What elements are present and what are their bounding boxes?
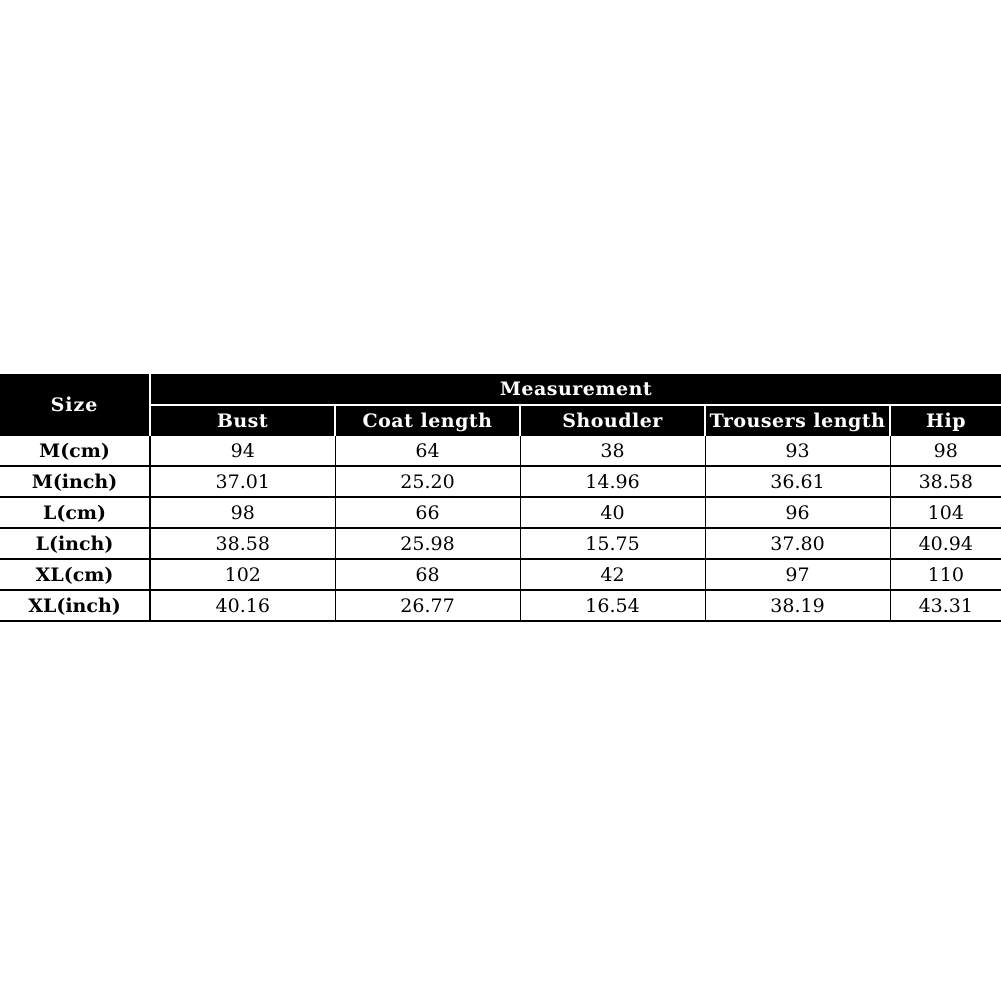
hip-cell: 38.58 [890, 466, 1001, 497]
size-chart [0, 374, 1001, 622]
trousers-length-cell: 93 [705, 436, 890, 466]
coat-length-cell: 25.20 [335, 466, 520, 497]
table-row [0, 590, 1001, 621]
shoulder-cell: 38 [520, 436, 705, 466]
bust-cell: 98 [150, 497, 335, 528]
hip-cell: 98 [890, 436, 1001, 466]
coat-length-cell: 25.98 [335, 528, 520, 559]
hip-cell: 43.31 [890, 590, 1001, 621]
coat-length-cell: 26.77 [335, 590, 520, 621]
size-cell: XL(cm) [0, 559, 150, 590]
hip-cell: 110 [890, 559, 1001, 590]
size-cell: XL(inch) [0, 590, 150, 621]
measurement-header: Measurement [150, 374, 1001, 405]
bust-cell: 94 [150, 436, 335, 466]
table-row [0, 559, 1001, 590]
trousers-length-cell: 36.61 [705, 466, 890, 497]
shoulder-cell: 14.96 [520, 466, 705, 497]
column-header-shoulder: Shoudler [520, 405, 705, 436]
column-header-trousers-length: Trousers length [705, 405, 890, 436]
size-header: Size [0, 374, 150, 436]
column-header-bust: Bust [150, 405, 335, 436]
size-cell: M(inch) [0, 466, 150, 497]
table-body [0, 436, 1001, 621]
table-row [0, 528, 1001, 559]
trousers-length-cell: 38.19 [705, 590, 890, 621]
bust-cell: 40.16 [150, 590, 335, 621]
table-row [0, 466, 1001, 497]
hip-cell: 104 [890, 497, 1001, 528]
coat-length-cell: 64 [335, 436, 520, 466]
column-header-hip: Hip [890, 405, 1001, 436]
trousers-length-cell: 96 [705, 497, 890, 528]
bust-cell: 102 [150, 559, 335, 590]
shoulder-cell: 40 [520, 497, 705, 528]
shoulder-cell: 42 [520, 559, 705, 590]
column-header-coat-length: Coat length [335, 405, 520, 436]
shoulder-cell: 15.75 [520, 528, 705, 559]
table-row [0, 436, 1001, 466]
size-cell: L(inch) [0, 528, 150, 559]
bust-cell: 37.01 [150, 466, 335, 497]
hip-cell: 40.94 [890, 528, 1001, 559]
trousers-length-cell: 37.80 [705, 528, 890, 559]
coat-length-cell: 68 [335, 559, 520, 590]
coat-length-cell: 66 [335, 497, 520, 528]
size-table [0, 374, 1001, 622]
bust-cell: 38.58 [150, 528, 335, 559]
shoulder-cell: 16.54 [520, 590, 705, 621]
size-cell: M(cm) [0, 436, 150, 466]
table-header [0, 374, 1001, 436]
table-row [0, 497, 1001, 528]
size-cell: L(cm) [0, 497, 150, 528]
trousers-length-cell: 97 [705, 559, 890, 590]
